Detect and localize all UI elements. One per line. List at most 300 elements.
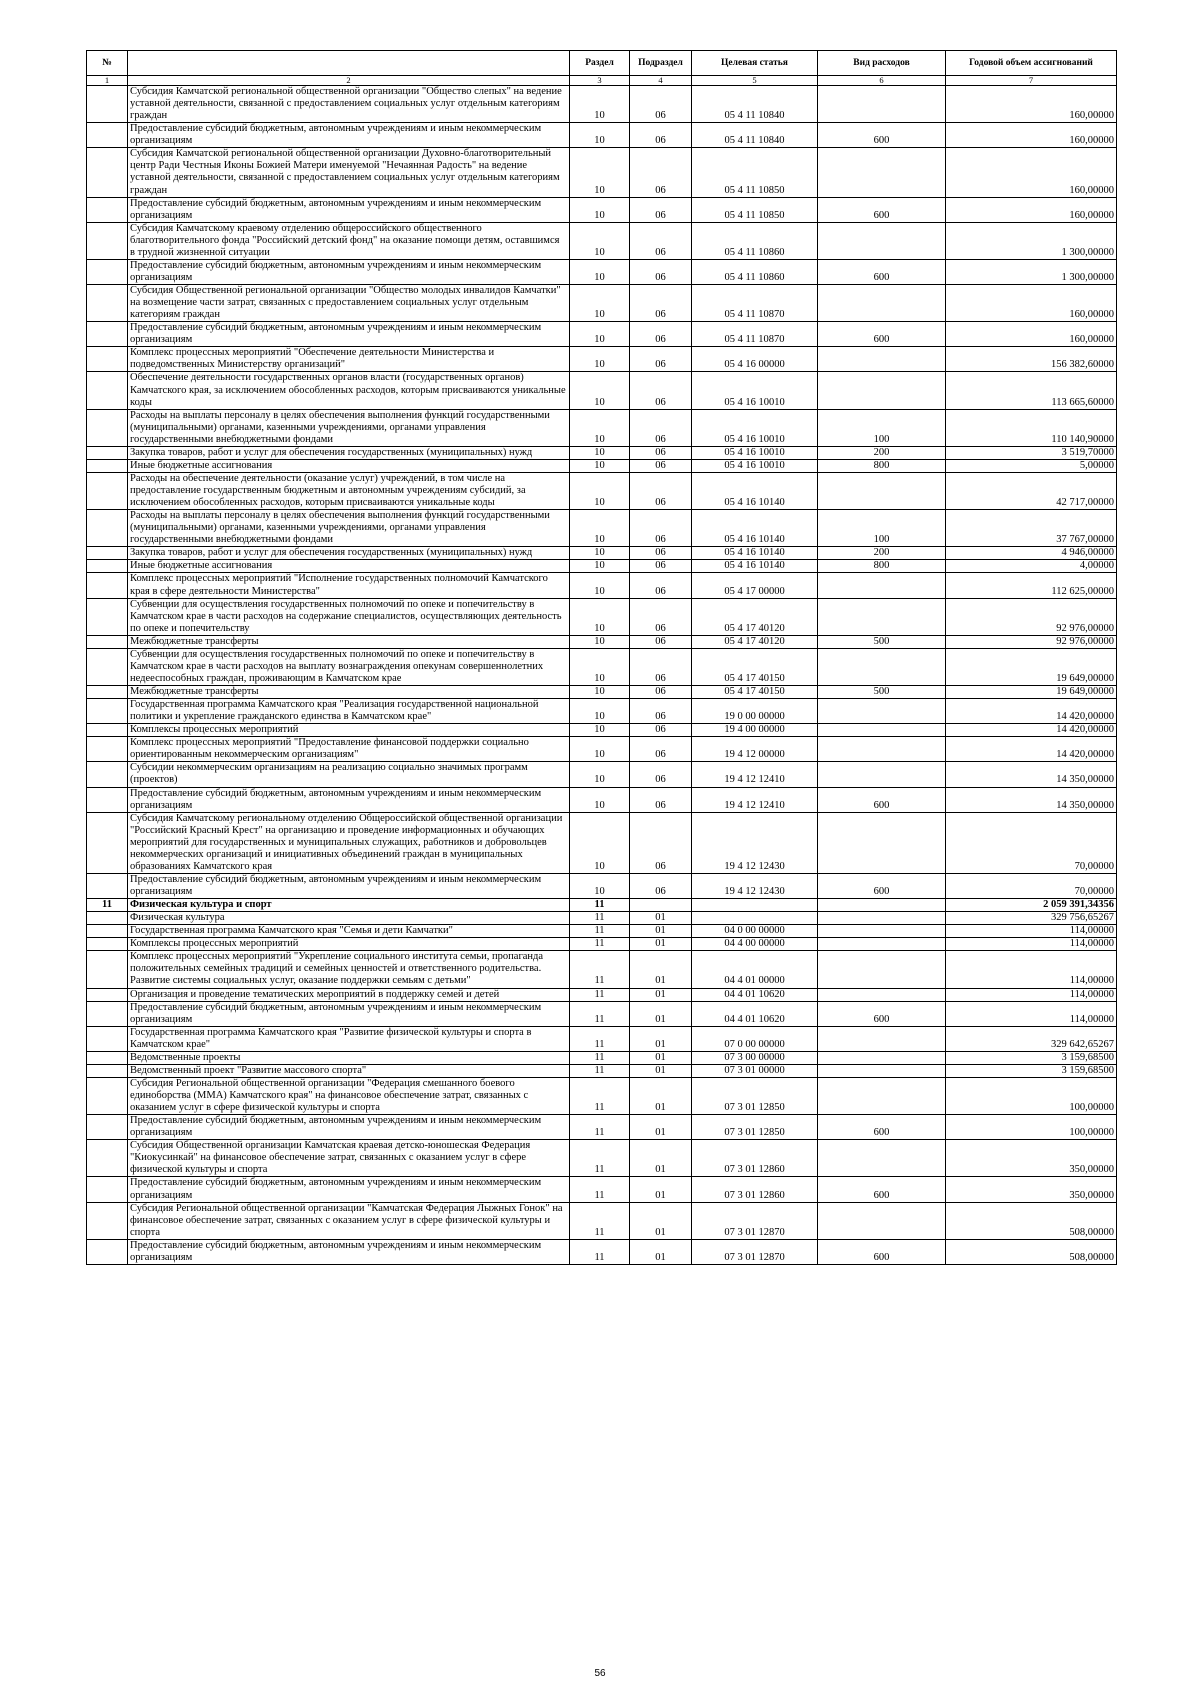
table-row — [87, 1202, 1117, 1239]
table-row — [87, 873, 1117, 898]
row-name: Предоставление субсидий бюджетным, автономным учреждениям и иным некоммерческим организациям — [128, 1239, 570, 1264]
row-name: Организация и проведение тематических мероприятий в поддержку семей и детей — [128, 988, 570, 1001]
row-vid — [818, 912, 946, 925]
row-article: 19 4 12 00000 — [692, 737, 818, 762]
row-podrazdel: 06 — [630, 123, 692, 148]
row-podrazdel: 06 — [630, 285, 692, 322]
header-number: 4 — [630, 76, 692, 86]
table-row — [87, 197, 1117, 222]
row-article: 19 0 00 00000 — [692, 699, 818, 724]
row-razdel: 10 — [570, 699, 630, 724]
row-podrazdel: 06 — [630, 724, 692, 737]
row-amount: 92 976,00000 — [946, 635, 1117, 648]
row-vid: 500 — [818, 635, 946, 648]
row-article: 05 4 17 40150 — [692, 648, 818, 685]
row-amount: 5,00000 — [946, 459, 1117, 472]
row-razdel: 11 — [570, 988, 630, 1001]
row-number — [87, 459, 128, 472]
row-podrazdel: 06 — [630, 737, 692, 762]
row-article: 07 3 01 12870 — [692, 1202, 818, 1239]
row-vid: 800 — [818, 459, 946, 472]
table-row — [87, 372, 1117, 409]
row-vid — [818, 86, 946, 123]
row-vid: 500 — [818, 686, 946, 699]
row-vid — [818, 347, 946, 372]
row-number — [87, 724, 128, 737]
row-number — [87, 409, 128, 446]
row-podrazdel: 06 — [630, 598, 692, 635]
row-podrazdel: 01 — [630, 951, 692, 988]
row-razdel: 10 — [570, 459, 630, 472]
header-amount: Годовой объем ассигнований — [946, 51, 1117, 76]
row-number — [87, 1026, 128, 1051]
row-podrazdel: 06 — [630, 322, 692, 347]
row-razdel: 11 — [570, 899, 630, 912]
row-vid — [818, 925, 946, 938]
row-name: Иные бюджетные ассигнования — [128, 459, 570, 472]
table-row — [87, 787, 1117, 812]
row-name: Комплекс процессных мероприятий "Укрепление социального института семьи, пропаганда положительных семейных традиций и семейных ценностей и ответственного родительства. Развитие системы социальных услуг, оказание поддержки семьям с детьми" — [128, 951, 570, 988]
row-number — [87, 446, 128, 459]
header-number: 3 — [570, 76, 630, 86]
row-vid — [818, 1202, 946, 1239]
row-razdel: 10 — [570, 472, 630, 509]
table-row — [87, 1239, 1117, 1264]
row-article: 05 4 17 00000 — [692, 573, 818, 598]
row-podrazdel: 06 — [630, 197, 692, 222]
row-vid: 600 — [818, 1115, 946, 1140]
row-podrazdel: 06 — [630, 446, 692, 459]
row-razdel: 10 — [570, 123, 630, 148]
row-podrazdel: 01 — [630, 1064, 692, 1077]
row-article — [692, 899, 818, 912]
row-amount: 37 767,00000 — [946, 510, 1117, 547]
row-amount: 508,00000 — [946, 1202, 1117, 1239]
table-row — [87, 812, 1117, 873]
row-number — [87, 699, 128, 724]
table-row — [87, 1177, 1117, 1202]
row-razdel: 10 — [570, 347, 630, 372]
row-number — [87, 873, 128, 898]
row-article: 05 4 16 10010 — [692, 409, 818, 446]
table-row — [87, 285, 1117, 322]
row-vid — [818, 598, 946, 635]
row-podrazdel: 01 — [630, 1202, 692, 1239]
row-name: Комплексы процессных мероприятий — [128, 938, 570, 951]
row-amount: 160,00000 — [946, 86, 1117, 123]
row-razdel: 11 — [570, 1140, 630, 1177]
row-razdel: 10 — [570, 724, 630, 737]
row-article: 07 3 01 12860 — [692, 1177, 818, 1202]
row-podrazdel: 06 — [630, 259, 692, 284]
table-row — [87, 635, 1117, 648]
row-article: 05 4 16 10140 — [692, 547, 818, 560]
row-name: Субсидия Общественной региональной организации "Общество молодых инвалидов Камчатки" на возмещение части затрат, связанных с предоставлением социальных услуг отдельным категориям граждан — [128, 285, 570, 322]
row-podrazdel: 06 — [630, 573, 692, 598]
row-number — [87, 510, 128, 547]
header-vid: Вид расходов — [818, 51, 946, 76]
row-article: 19 4 12 12410 — [692, 762, 818, 787]
row-amount: 70,00000 — [946, 873, 1117, 898]
row-article: 07 0 00 00000 — [692, 1026, 818, 1051]
row-name: Государственная программа Камчатского края "Развитие физической культуры и спорта в Камчатском крае" — [128, 1026, 570, 1051]
row-number — [87, 347, 128, 372]
row-amount: 19 649,00000 — [946, 648, 1117, 685]
table-row — [87, 459, 1117, 472]
row-razdel: 11 — [570, 938, 630, 951]
table-row — [87, 951, 1117, 988]
row-razdel: 10 — [570, 648, 630, 685]
row-name: Расходы на обеспечение деятельности (оказание услуг) учреждений, в том числе на предоставление государственным бюджетным и автономным учреждениям субсидий, за исключением обособленных расходов, которым присваиваются уникальные коды — [128, 472, 570, 509]
row-podrazdel: 01 — [630, 1077, 692, 1114]
row-podrazdel: 06 — [630, 812, 692, 873]
row-podrazdel — [630, 899, 692, 912]
row-vid — [818, 899, 946, 912]
row-vid — [818, 1140, 946, 1177]
row-number — [87, 285, 128, 322]
row-number — [87, 148, 128, 197]
row-amount: 3 159,68500 — [946, 1064, 1117, 1077]
row-name: Комплексы процессных мероприятий — [128, 724, 570, 737]
row-vid — [818, 222, 946, 259]
row-amount: 114,00000 — [946, 925, 1117, 938]
table-row — [87, 573, 1117, 598]
row-name: Межбюджетные трансферты — [128, 635, 570, 648]
row-amount: 350,00000 — [946, 1140, 1117, 1177]
table-row — [87, 1064, 1117, 1077]
header-num: № — [87, 51, 128, 76]
row-vid — [818, 1077, 946, 1114]
row-amount: 1 300,00000 — [946, 259, 1117, 284]
row-vid: 200 — [818, 547, 946, 560]
row-podrazdel: 06 — [630, 560, 692, 573]
row-article: 05 4 17 40120 — [692, 635, 818, 648]
row-article: 05 4 11 10850 — [692, 148, 818, 197]
header-number: 6 — [818, 76, 946, 86]
row-name: Комплекс процессных мероприятий "Обеспечение деятельности Министерства и подведомственных Министерству организаций" — [128, 347, 570, 372]
row-amount: 42 717,00000 — [946, 472, 1117, 509]
row-number — [87, 222, 128, 259]
row-razdel: 10 — [570, 148, 630, 197]
row-amount: 114,00000 — [946, 951, 1117, 988]
row-amount: 160,00000 — [946, 148, 1117, 197]
row-name: Предоставление субсидий бюджетным, автономным учреждениям и иным некоммерческим организациям — [128, 1115, 570, 1140]
row-amount: 160,00000 — [946, 123, 1117, 148]
row-vid: 100 — [818, 409, 946, 446]
row-name: Ведомственные проекты — [128, 1051, 570, 1064]
row-podrazdel: 01 — [630, 938, 692, 951]
row-vid — [818, 988, 946, 1001]
row-vid — [818, 699, 946, 724]
row-article: 19 4 12 12410 — [692, 787, 818, 812]
row-article: 05 4 16 10140 — [692, 510, 818, 547]
row-razdel: 11 — [570, 1077, 630, 1114]
row-amount: 114,00000 — [946, 988, 1117, 1001]
row-name: Межбюджетные трансферты — [128, 686, 570, 699]
row-number — [87, 1140, 128, 1177]
row-article: 05 4 16 10010 — [692, 372, 818, 409]
row-razdel: 11 — [570, 1202, 630, 1239]
row-razdel: 10 — [570, 446, 630, 459]
row-number — [87, 1064, 128, 1077]
row-article — [692, 912, 818, 925]
row-name: Комплекс процессных мероприятий "Предоставление финансовой поддержки социально ориентированным некоммерческим организациям" — [128, 737, 570, 762]
row-number — [87, 86, 128, 123]
row-article: 04 4 01 10620 — [692, 1001, 818, 1026]
row-vid: 600 — [818, 787, 946, 812]
row-name: Субсидия Камчатской региональной общественной организации Духовно-благотворительный центр Ради Честныя Иконы Божией Матери именуемой "Нечаянная Радость" на ведение уставной деятельности, связанной с предоставлением социальных услуг отдельным категориям граждан — [128, 148, 570, 197]
row-amount: 100,00000 — [946, 1077, 1117, 1114]
row-amount: 508,00000 — [946, 1239, 1117, 1264]
row-article: 05 4 11 10850 — [692, 197, 818, 222]
row-name: Предоставление субсидий бюджетным, автономным учреждениям и иным некоммерческим организациям — [128, 1177, 570, 1202]
table-row — [87, 1026, 1117, 1051]
row-article: 05 4 11 10870 — [692, 285, 818, 322]
row-vid: 600 — [818, 197, 946, 222]
row-podrazdel: 06 — [630, 222, 692, 259]
row-podrazdel: 01 — [630, 1140, 692, 1177]
row-vid: 100 — [818, 510, 946, 547]
page-number: 56 — [594, 1668, 606, 1679]
table-row — [87, 988, 1117, 1001]
row-number — [87, 547, 128, 560]
row-article: 05 4 11 10840 — [692, 86, 818, 123]
row-number — [87, 322, 128, 347]
row-article: 05 4 11 10860 — [692, 222, 818, 259]
row-article: 04 4 00 00000 — [692, 938, 818, 951]
row-amount: 112 625,00000 — [946, 573, 1117, 598]
table-row — [87, 925, 1117, 938]
budget-table — [86, 50, 1117, 1265]
row-number — [87, 1077, 128, 1114]
row-article: 04 4 01 10620 — [692, 988, 818, 1001]
header-number: 2 — [128, 76, 570, 86]
row-podrazdel: 06 — [630, 510, 692, 547]
row-number — [87, 1202, 128, 1239]
row-razdel: 10 — [570, 560, 630, 573]
row-article: 07 3 00 00000 — [692, 1051, 818, 1064]
row-razdel: 10 — [570, 372, 630, 409]
table-row — [87, 347, 1117, 372]
row-amount: 160,00000 — [946, 285, 1117, 322]
row-number — [87, 1239, 128, 1264]
row-number — [87, 472, 128, 509]
row-podrazdel: 06 — [630, 459, 692, 472]
table-row — [87, 1115, 1117, 1140]
row-name: Обеспечение деятельности государственных органов власти (государственных органов) Камчатского края, за исключением обособленных расходов, которым присваиваются уникальные коды — [128, 372, 570, 409]
row-name: Предоставление субсидий бюджетным, автономным учреждениям и иным некоммерческим организациям — [128, 322, 570, 347]
row-vid — [818, 737, 946, 762]
row-name: Физическая культура — [128, 912, 570, 925]
row-article: 05 4 16 00000 — [692, 347, 818, 372]
row-name: Расходы на выплаты персоналу в целях обеспечения выполнения функций государственными (муниципальными) органами, казенными учреждениями, органами управления государственными внебюджетными фондами — [128, 510, 570, 547]
row-article: 05 4 11 10860 — [692, 259, 818, 284]
row-article: 05 4 16 10140 — [692, 472, 818, 509]
row-amount: 100,00000 — [946, 1115, 1117, 1140]
row-article: 05 4 16 10140 — [692, 560, 818, 573]
row-amount: 329 642,65267 — [946, 1026, 1117, 1051]
row-name: Субсидия Региональной общественной организации "Федерация смешанного боевого единоборства (ММА) Камчатского края" на финансовое обеспечение затрат, связанных с оказанием услуг в сфере физической культуры и спорта — [128, 1077, 570, 1114]
header-number: 5 — [692, 76, 818, 86]
row-podrazdel: 06 — [630, 547, 692, 560]
table-row — [87, 222, 1117, 259]
table-row — [87, 409, 1117, 446]
row-vid — [818, 938, 946, 951]
row-name: Субвенции для осуществления государственных полномочий по опеке и попечительству в Камчатском крае в части расходов на выплату вознаграждения опекунам совершеннолетних недееспособных граждан, проживающим в Камчатском крае — [128, 648, 570, 685]
row-podrazdel: 01 — [630, 912, 692, 925]
row-name: Субсидия Региональной общественной организации "Камчатская Федерация Лыжных Гонок" на финансовое обеспечение затрат, связанных с оказанием услуг в сфере физической культуры и спорта — [128, 1202, 570, 1239]
row-podrazdel: 06 — [630, 762, 692, 787]
row-name: Предоставление субсидий бюджетным, автономным учреждениям и иным некоммерческим организациям — [128, 787, 570, 812]
header-number: 1 — [87, 76, 128, 86]
row-number — [87, 1001, 128, 1026]
table-body — [87, 86, 1117, 1265]
row-razdel: 10 — [570, 812, 630, 873]
row-podrazdel: 06 — [630, 635, 692, 648]
row-podrazdel: 06 — [630, 699, 692, 724]
row-number — [87, 951, 128, 988]
row-number — [87, 598, 128, 635]
row-razdel: 10 — [570, 737, 630, 762]
row-number — [87, 1177, 128, 1202]
row-razdel: 10 — [570, 222, 630, 259]
table-row — [87, 560, 1117, 573]
table-row — [87, 912, 1117, 925]
row-vid — [818, 285, 946, 322]
row-amount: 14 350,00000 — [946, 762, 1117, 787]
row-amount: 19 649,00000 — [946, 686, 1117, 699]
row-name: Субсидия Камчатскому краевому отделению общероссийского общественного благотворительного фонда "Российский детский фонд" на оказание помощи детям, оставшимся в трудной жизненной ситуации — [128, 222, 570, 259]
row-podrazdel: 01 — [630, 1026, 692, 1051]
row-amount: 2 059 391,34356 — [946, 899, 1117, 912]
row-vid — [818, 1051, 946, 1064]
row-number — [87, 912, 128, 925]
row-podrazdel: 06 — [630, 148, 692, 197]
row-vid — [818, 812, 946, 873]
row-article: 19 4 12 12430 — [692, 812, 818, 873]
row-vid — [818, 472, 946, 509]
row-razdel: 10 — [570, 409, 630, 446]
row-vid: 600 — [818, 322, 946, 347]
row-amount: 114,00000 — [946, 1001, 1117, 1026]
row-podrazdel: 06 — [630, 409, 692, 446]
row-vid — [818, 951, 946, 988]
row-number — [87, 1115, 128, 1140]
row-podrazdel: 01 — [630, 988, 692, 1001]
row-article: 19 4 00 00000 — [692, 724, 818, 737]
row-number — [87, 737, 128, 762]
row-podrazdel: 01 — [630, 1115, 692, 1140]
row-amount: 14 420,00000 — [946, 699, 1117, 724]
row-podrazdel: 06 — [630, 787, 692, 812]
row-amount: 14 420,00000 — [946, 737, 1117, 762]
row-article: 05 4 11 10870 — [692, 322, 818, 347]
row-razdel: 11 — [570, 1239, 630, 1264]
row-number — [87, 938, 128, 951]
row-name: Субсидии некоммерческим организациям на реализацию социально значимых программ (проектов) — [128, 762, 570, 787]
row-razdel: 10 — [570, 635, 630, 648]
table-row — [87, 762, 1117, 787]
row-article: 04 0 00 00000 — [692, 925, 818, 938]
row-razdel: 10 — [570, 686, 630, 699]
row-name: Государственная программа Камчатского края "Семья и дети Камчатки" — [128, 925, 570, 938]
row-name: Субсидия Камчатской региональной общественной организации "Общество слепых" на ведение уставной деятельности, связанной с предоставлением социальных услуг отдельным категориям граждан — [128, 86, 570, 123]
row-name: Субвенции для осуществления государственных полномочий по опеке и попечительству в Камчатском крае в части расходов на содержание специалистов, осуществляющих деятельность по опеке и попечительству — [128, 598, 570, 635]
row-razdel: 10 — [570, 762, 630, 787]
row-article: 07 3 01 00000 — [692, 1064, 818, 1077]
table-row — [87, 686, 1117, 699]
table-row — [87, 446, 1117, 459]
row-article: 05 4 16 10010 — [692, 446, 818, 459]
row-razdel: 11 — [570, 1026, 630, 1051]
row-name: Иные бюджетные ассигнования — [128, 560, 570, 573]
row-number — [87, 925, 128, 938]
table-row — [87, 86, 1117, 123]
row-razdel: 11 — [570, 912, 630, 925]
row-article: 05 4 17 40120 — [692, 598, 818, 635]
row-razdel: 10 — [570, 598, 630, 635]
row-number — [87, 123, 128, 148]
row-article: 07 3 01 12850 — [692, 1115, 818, 1140]
row-podrazdel: 01 — [630, 1177, 692, 1202]
row-vid: 600 — [818, 1001, 946, 1026]
row-name: Государственная программа Камчатского края "Реализация государственной национальной политики и укрепление гражданского единства в Камчатском крае" — [128, 699, 570, 724]
row-amount: 160,00000 — [946, 197, 1117, 222]
row-name: Предоставление субсидий бюджетным, автономным учреждениям и иным некоммерческим организациям — [128, 197, 570, 222]
row-razdel: 11 — [570, 1064, 630, 1077]
row-vid: 800 — [818, 560, 946, 573]
row-podrazdel: 06 — [630, 372, 692, 409]
row-name: Предоставление субсидий бюджетным, автономным учреждениям и иным некоммерческим организациям — [128, 1001, 570, 1026]
row-podrazdel: 06 — [630, 347, 692, 372]
row-podrazdel: 06 — [630, 686, 692, 699]
header-row — [87, 51, 1117, 76]
row-amount: 350,00000 — [946, 1177, 1117, 1202]
row-amount: 329 756,65267 — [946, 912, 1117, 925]
row-razdel: 11 — [570, 925, 630, 938]
row-number — [87, 635, 128, 648]
header-name — [128, 51, 570, 76]
row-number — [87, 573, 128, 598]
row-number — [87, 762, 128, 787]
table-row — [87, 148, 1117, 197]
row-name: Физическая культура и спорт — [128, 899, 570, 912]
table-row — [87, 724, 1117, 737]
row-number — [87, 812, 128, 873]
row-number: 11 — [87, 899, 128, 912]
row-name: Ведомственный проект "Развитие массового спорта" — [128, 1064, 570, 1077]
row-number — [87, 686, 128, 699]
row-article: 04 4 01 00000 — [692, 951, 818, 988]
row-vid: 600 — [818, 259, 946, 284]
row-amount: 4,00000 — [946, 560, 1117, 573]
table-row — [87, 472, 1117, 509]
table-row — [87, 510, 1117, 547]
row-name: Комплекс процессных мероприятий "Исполнение государственных полномочий Камчатского края в сфере деятельности Министерства" — [128, 573, 570, 598]
row-vid — [818, 724, 946, 737]
row-vid: 200 — [818, 446, 946, 459]
table-row — [87, 1051, 1117, 1064]
row-article: 05 4 16 10010 — [692, 459, 818, 472]
row-article: 19 4 12 12430 — [692, 873, 818, 898]
row-number — [87, 560, 128, 573]
row-podrazdel: 01 — [630, 1001, 692, 1026]
header-razdel: Раздел — [570, 51, 630, 76]
row-razdel: 10 — [570, 547, 630, 560]
header-number-row — [87, 76, 1117, 86]
row-amount: 14 350,00000 — [946, 787, 1117, 812]
row-name: Субсидия Камчатскому региональному отделению Общероссийской общественной организации "Российский Красный Крест" на организацию и проведение информационных и обучающих мероприятий для государственных и муниципальных служащих, работников и добровольцев некоммерческих организаций и инициативных объединений граждан в муниципальных образованиях Камчатского края — [128, 812, 570, 873]
